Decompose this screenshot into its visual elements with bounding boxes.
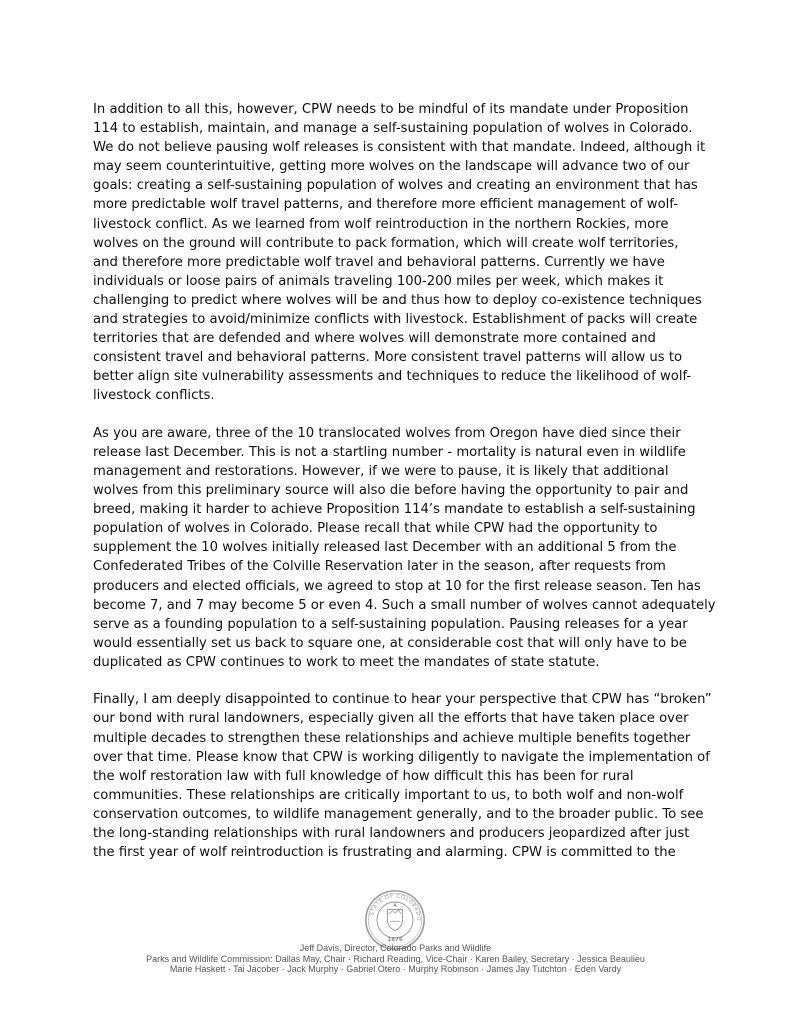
text-line: may seem counterintuitive, getting more wolves on the landscape will advance two of our (93, 159, 690, 175)
text-line: and therefore more predictable wolf travel and behavioral patterns. Currently we have (93, 254, 665, 270)
text-line: wolves from this preliminary source will also die before having the opportunity to pair and (93, 483, 689, 499)
text-line: conservation outcomes, to wildlife management generally, and to the broader public. To see (93, 806, 704, 822)
seal-ring-text: STATE OF COLORADO (369, 893, 422, 922)
footer-members-line: Marie Haskett · Tai Jacober · Jack Murphy · Gabriel Otero · Murphy Robinson · James Jay Tutchton · Eden Vardy (169, 964, 622, 974)
text-line: more predictable wolf travel patterns, and therefore more efficient management of wolf- (93, 197, 678, 213)
state-of-colorado-seal-icon (364, 889, 426, 951)
text-line: challenging to predict where wolves will be and thus how to deploy co-existence techniques (93, 292, 702, 308)
text-line: would essentially set us back to square one, at considerable cost that will only have to be (93, 635, 687, 651)
text-line: consistent travel and behavioral patterns. More consistent travel patterns will allow us to (93, 350, 683, 366)
text-line: individuals or loose pairs of animals traveling 100-200 miles per week, which makes it (93, 273, 664, 289)
text-line: duplicated as CPW continues to work to meet the mandates of state statute. (93, 654, 600, 670)
text-line: wolves on the ground will contribute to pack formation, which will create wolf territories, (93, 235, 679, 251)
text-line: Finally, I am deeply disappointed to continue to hear your perspective that CPW has “broken” (93, 692, 712, 708)
text-line: supplement the 10 wolves initially released last December with an additional 5 from the (93, 540, 677, 556)
letterhead-footer (0, 943, 791, 975)
text-line: Confederated Tribes of the Colville Reservation later in the season, after requests from (93, 559, 666, 575)
text-line: our bond with rural landowners, especially given all the efforts that have taken place over (93, 711, 689, 727)
text-line: the first year of wolf reintroduction is frustrating and alarming. CPW is committed to the (93, 845, 676, 861)
text-line: the wolf restoration law with full knowledge of how difficult this has been for rural (93, 768, 634, 784)
text-line: over that time. Please know that CPW is working diligently to navigate the implementation of (93, 749, 710, 765)
text-line: and strategies to avoid/minimize conflicts with livestock. Establishment of packs will create (93, 312, 698, 328)
text-line: communities. These relationships are critically important to us, to both wolf and non-wolf (93, 787, 684, 803)
text-line: the long-standing relationships with rural landowners and producers jeopardized after just (93, 825, 690, 841)
text-line: territories that are defended and where wolves will demonstrate more contained and (93, 331, 656, 347)
text-line: population of wolves in Colorado. Please recall that while CPW had the opportunity to (93, 521, 658, 537)
text-line: management and restorations. However, if we were to pause, it is likely that additional (93, 463, 669, 479)
body-paragraph (93, 424, 716, 672)
text-line: livestock conflict. As we learned from wolf reintroduction in the northern Rockies, more (93, 216, 669, 232)
text-line: multiple decades to strengthen these relationships and achieve multiple benefits together (93, 730, 691, 746)
text-line: serve as a founding population to a self-sustaining population. Pausing releases for a year (93, 616, 688, 632)
footer-commission-line: Parks and Wildlife Commission: Dallas May, Chair · Richard Reading, Vice-Chair · Karen Bailey, Secretary · Jessica Beaulieu (146, 953, 645, 964)
text-line: As you are aware, three of the 10 translocated wolves from Oregon have died since their (93, 425, 681, 441)
text-line: 114 to establish, maintain, and manage a self-sustaining population of wolves in Colorado. (93, 121, 693, 137)
text-line: breed, making it harder to achieve Proposition 114’s mandate to establish a self-sustaining (93, 502, 696, 518)
letter-body (93, 100, 716, 880)
text-line: release last December. This is not a startling number - mortality is natural even in wildlife (93, 444, 686, 460)
seal-year: 1876 (387, 937, 403, 944)
text-line: goals: creating a self-sustaining population of wolves and creating an environment that has (93, 178, 698, 194)
text-line: livestock conflicts. (93, 388, 215, 404)
text-line: better align site vulnerability assessments and techniques to reduce the likelihood of wolf- (93, 369, 692, 385)
text-line: We do not believe pausing wolf releases is consistent with that mandate. Indeed, although it (93, 140, 706, 156)
body-paragraph (93, 690, 712, 862)
text-line: producers and elected officials, we agreed to stop at 10 for the first release season. Ten has (93, 578, 701, 594)
text-line: become 7, and 7 may become 5 or even 4. Such a small number of wolves cannot adequately (93, 597, 716, 613)
footer-director-line: Jeff Davis, Director, Colorado Parks and Wildlife (299, 943, 492, 953)
text-line: In addition to all this, however, CPW needs to be mindful of its mandate under Proposition (93, 102, 689, 117)
body-paragraph (93, 100, 706, 406)
